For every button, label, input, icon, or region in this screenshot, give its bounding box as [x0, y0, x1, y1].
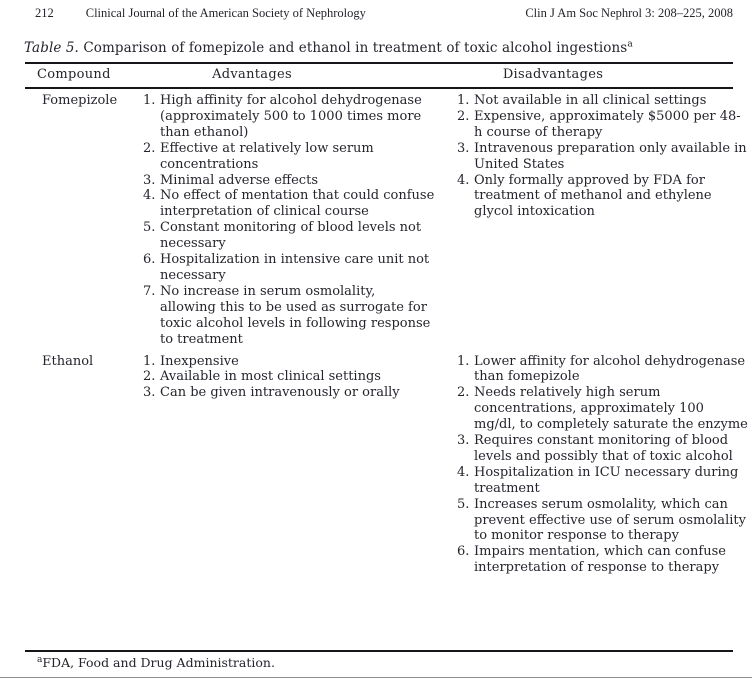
advantage-item [143, 385, 435, 401]
running-header [35, 6, 733, 21]
advantage-item [143, 173, 435, 189]
disadvantage-item [457, 109, 749, 141]
list-text: Impairs mentation, which can confuse interpretation of response to therapy [474, 544, 726, 576]
table-bottom-rule [25, 650, 733, 652]
list-number: 1. [457, 93, 470, 108]
list-number: 4. [457, 172, 470, 188]
list-text: Can be given intravenously or orally [160, 385, 400, 401]
compound-name: Ethanol [42, 353, 94, 369]
list-number: 3. [143, 385, 156, 401]
advantage-item [143, 141, 435, 173]
list-text: Hospitalization in intensive care unit not necessary [160, 252, 430, 283]
column-header-disadvantages: Disadvantages [502, 67, 604, 82]
table-caption-text: Comparison of fomepizole and ethanol in treatment of toxic alcohol ingestions [78, 40, 628, 56]
list-text: No increase in serum osmolality, allowing this to be used as surrogate for toxic alcohol levels in following response to treatment [160, 283, 431, 347]
table-header-row [25, 67, 733, 82]
page-edge-line [0, 677, 752, 678]
disadvantage-item [457, 385, 749, 433]
advantage-item [143, 284, 435, 348]
list-number: 5. [457, 496, 470, 512]
list-text: Constant monitoring of blood levels not necessary [160, 220, 422, 252]
list-number: 3. [457, 140, 470, 156]
advantage-item [143, 354, 435, 370]
list-text: Minimal adverse effects [160, 172, 318, 188]
compound-cell [25, 354, 143, 577]
list-text: Not available in all clinical settings [474, 93, 707, 108]
disadvantage-item [457, 433, 749, 465]
disadvantage-item [457, 465, 749, 497]
advantages-cell [143, 354, 457, 577]
list-number: 2. [143, 369, 156, 385]
disadvantage-item [457, 173, 749, 221]
disadvantage-item [457, 544, 749, 576]
list-number: 3. [457, 433, 470, 449]
disadvantages-cell [457, 354, 749, 577]
advantage-item [143, 93, 435, 141]
table-row [25, 353, 748, 577]
caption-footnote-marker: a [627, 39, 633, 50]
table-header-rule [25, 87, 733, 89]
disadvantage-item [457, 141, 749, 173]
list-text: Inexpensive [160, 353, 239, 369]
list-number: 6. [457, 544, 470, 560]
table-label: Table 5. [24, 40, 79, 56]
disadvantage-item [457, 354, 749, 386]
list-text: Needs relatively high serum concentrations, approximately 100 mg/dl, to completely saturate the enzyme [474, 385, 748, 433]
journal-citation: Clin J Am Soc Nephrol 3: 208–225, 2008 [525, 6, 733, 20]
list-number: 2. [457, 385, 470, 401]
advantage-item [143, 188, 435, 220]
disadvantage-item [457, 497, 749, 545]
list-text: Hospitalization in ICU necessary during treatment [474, 464, 739, 496]
table-caption [24, 40, 733, 56]
disadvantage-item [457, 93, 749, 109]
list-text: Expensive, approximately $5000 per 48-h course of therapy [474, 108, 741, 140]
column-header-compound: Compound [37, 67, 111, 82]
list-number: 7. [143, 283, 156, 299]
advantage-item [143, 220, 435, 252]
list-number: 2. [457, 108, 470, 124]
list-number: 1. [457, 353, 470, 369]
list-number: 4. [457, 464, 470, 480]
list-text: Only formally approved by FDA for treatment of methanol and ethylene glycol intoxication [474, 172, 712, 220]
list-text: High affinity for alcohol dehydrogenase (approximately 500 to 1000 times more than ethanol) [160, 93, 422, 140]
page-number: 212 [35, 6, 54, 20]
disadvantages-cell [457, 93, 749, 348]
list-text: Requires constant monitoring of blood levels and possibly that of toxic alcohol [474, 433, 733, 464]
list-text: Increases serum osmolality, which can prevent effective use of serum osmolality to monitor response to therapy [474, 496, 746, 544]
advantages-cell [143, 93, 457, 348]
advantage-item [143, 369, 435, 385]
table-top-rule [25, 62, 733, 64]
list-number: 2. [143, 140, 156, 156]
table-body [25, 93, 748, 576]
footnote-marker: a [37, 654, 43, 665]
list-text: Lower affinity for alcohol dehydrogenase than fomepizole [474, 353, 746, 385]
list-text: No effect of mentation that could confuse interpretation of clinical course [160, 188, 435, 220]
list-text: Effective at relatively low serum concentrations [160, 140, 374, 172]
table-row [25, 93, 747, 348]
list-number: 5. [143, 220, 156, 236]
list-text: Intravenous preparation only available in United States [474, 140, 747, 172]
table-footnote [37, 655, 275, 670]
list-number: 6. [143, 252, 156, 268]
advantage-item [143, 252, 435, 284]
compound-cell [25, 93, 143, 348]
list-number: 3. [143, 172, 156, 188]
list-number: 1. [143, 353, 156, 369]
list-number: 1. [143, 93, 156, 108]
list-text: Available in most clinical settings [160, 369, 381, 385]
list-number: 4. [143, 188, 156, 204]
compound-name: Fomepizole [42, 93, 118, 108]
column-header-advantages: Advantages [212, 67, 292, 82]
footnote-text: FDA, Food and Drug Administration. [42, 655, 275, 670]
journal-name: Clinical Journal of the American Society of Nephrology [85, 6, 366, 20]
